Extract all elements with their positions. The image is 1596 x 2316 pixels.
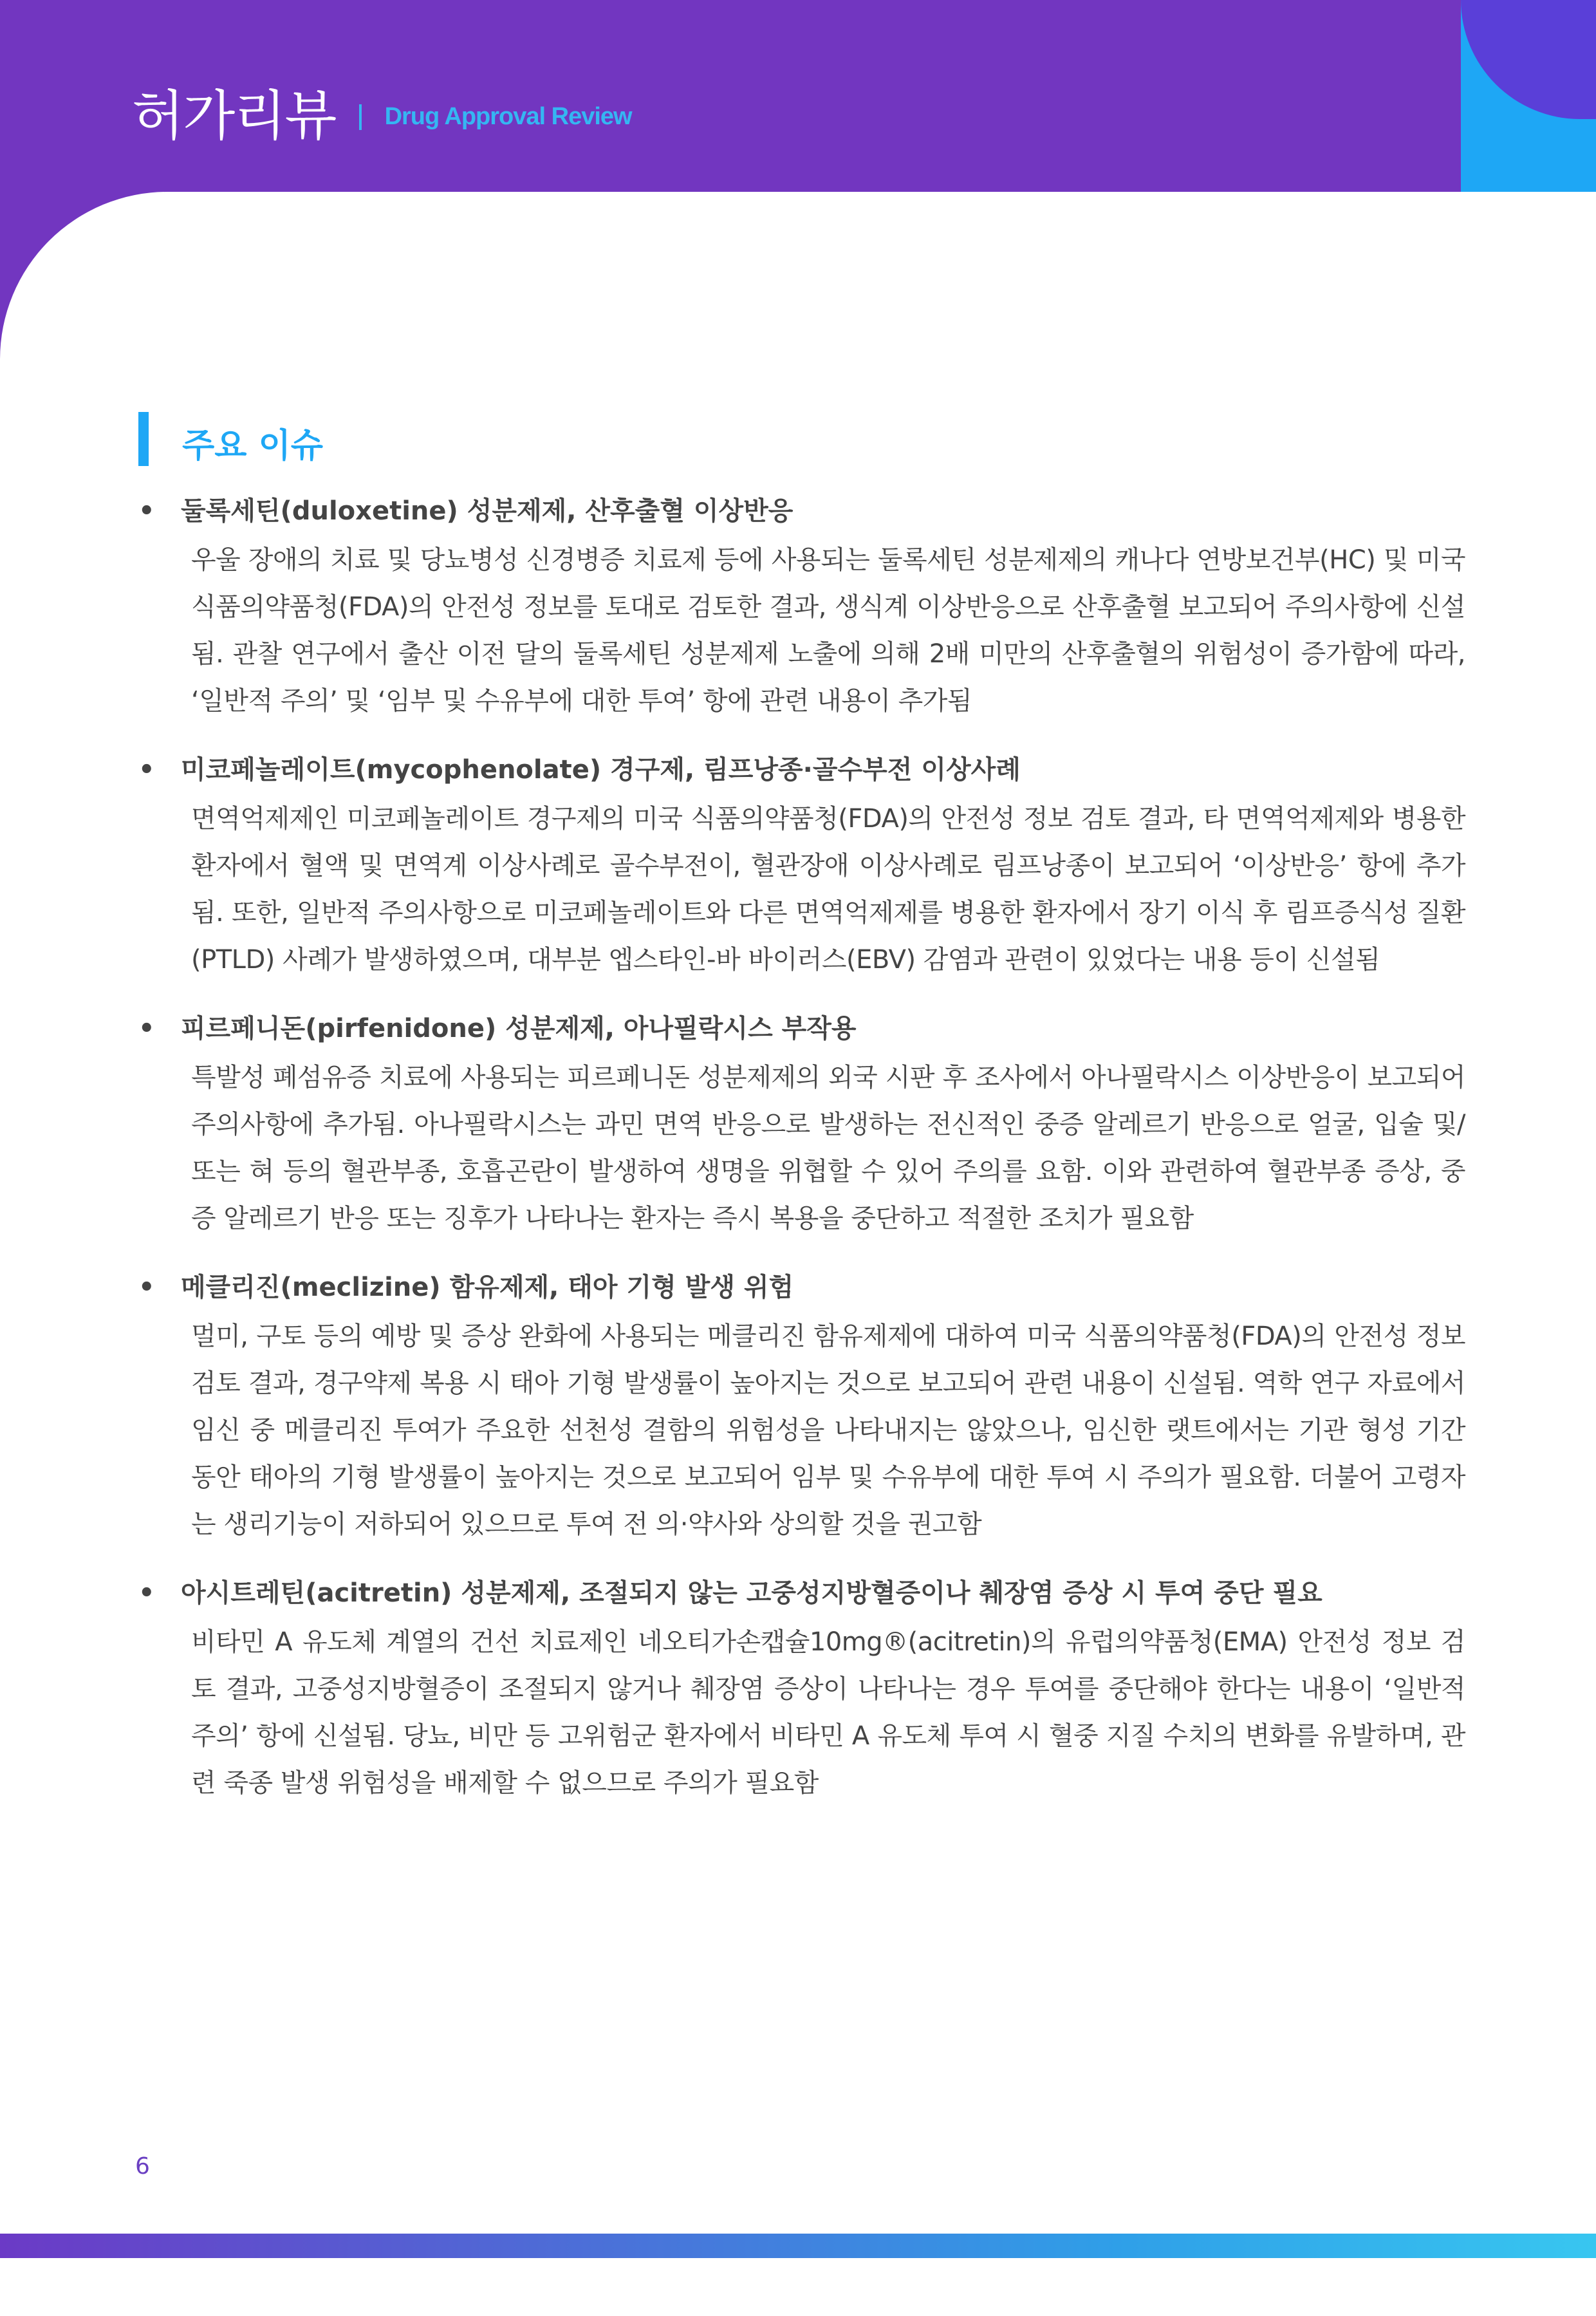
issue-item (138, 1262, 1464, 1548)
issue-heading-text: 피르페니돈(pirfenidone) 성분제제, 아나필락시스 부작용 (181, 1014, 857, 1043)
issue-item (138, 744, 1464, 984)
issue-heading (138, 1003, 1464, 1054)
issue-body: 면역억제제인 미코페놀레이트 경구제의 미국 식품의약품청(FDA)의 안전성 정보 검토 결과, 타 면역억제제와 병용한 환자에서 혈액 및 면역계 이상사례로 골수부전이, 혈관장애 이상사례로 림프낭종이 보고되어 ‘이상반응’ 항에 추가됨. 또한, 일반적 주의사항으로 미코페놀레이트와 다른 면역억제제를 병용한 환자에서 장기 이식 후 림프증식성 질환(PTLD) 사례가 발생하였으며, 대부분 엡스타인-바 바이러스(EBV) 감염과 관련이 있었다는 내용 등이 신설됨 (191, 804, 1465, 975)
bullet-icon: • (138, 496, 155, 526)
brand-title-korean: 허가리뷰 (132, 84, 336, 147)
page-number: 6 (135, 2153, 150, 2180)
issue-heading (138, 485, 1464, 537)
brand-title-english: Drug Approval Review (384, 102, 632, 130)
bullet-icon: • (138, 1273, 155, 1302)
bullet-icon: • (138, 755, 155, 785)
issue-heading (138, 1567, 1464, 1619)
issue-body: 특발성 폐섬유증 치료에 사용되는 피르페니돈 성분제제의 외국 시판 후 조사에서 아나필락시스 이상반응이 보고되어 주의사항에 추가됨. 아나필락시스는 과민 면역 반응으로 발생하는 전신적인 중증 알레르기 반응으로 얼굴, 입술 및/또는 혀 등의 혈관부종, 호흡곤란이 발생하여 생명을 위협할 수 있어 주의를 요함. 이와 관련하여 혈관부종 증상, 중증 알레르기 반응 또는 징후가 나타나는 환자는 즉시 복용을 중단하고 적절한 조치가 필요함 (191, 1063, 1465, 1233)
issue-body: 우울 장애의 치료 및 당뇨병성 신경병증 치료제 등에 사용되는 둘록세틴 성분제제의 캐나다 연방보건부(HC) 및 미국 식품의약품청(FDA)의 안전성 정보를 토대로 검토한 결과, 생식계 이상반응으로 산후출혈 보고되어 주의사항에 신설됨. 관찰 연구에서 출산 이전 달의 둘록세틴 성분제제 노출에 의해 2배 미만의 산후출혈의 위험성이 증가함에 따라, ‘일반적 주의’ 및 ‘임부 및 수유부에 대한 투여’ 항에 관련 내용이 추가됨 (191, 545, 1465, 716)
issue-item (138, 1003, 1464, 1242)
brand-separator (359, 104, 362, 130)
main-content (138, 412, 1464, 1826)
section-accent-bar (138, 412, 149, 466)
publication-brand (132, 76, 632, 147)
issue-body: 비타민 A 유도체 계열의 건선 치료제인 네오티가손캡슐10mg®(acitretin)의 유럽의약품청(EMA) 안전성 정보 검토 결과, 고중성지방혈증이 조절되지 않거나 췌장염 증상이 나타나는 경우 투여를 중단해야 한다는 내용이 ‘일반적 주의’ 항에 신설됨. 당뇨, 비만 등 고위험군 환자에서 비타민 A 유도체 투여 시 혈중 지질 수치의 변화를 유발하며, 관련 죽종 발생 위험성을 배제할 수 없으므로 주의가 필요함 (191, 1627, 1465, 1798)
bullet-icon: • (138, 1578, 155, 1608)
bullet-icon: • (138, 1014, 155, 1043)
footer-gradient-bar (0, 2234, 1596, 2258)
issue-heading-text: 아시트레틴(acitretin) 성분제제, 조절되지 않는 고중성지방혈증이나 췌장염 증상 시 투여 중단 필요 (181, 1578, 1322, 1608)
issue-item (138, 1567, 1464, 1807)
issue-item (138, 485, 1464, 725)
issue-body: 멀미, 구토 등의 예방 및 증상 완화에 사용되는 메클리진 함유제제에 대하여 미국 식품의약품청(FDA)의 안전성 정보 검토 결과, 경구약제 복용 시 태아 기형 발생률이 높아지는 것으로 보고되어 관련 내용이 신설됨. 역학 연구 자료에서 임신 중 메클리진 투여가 주요한 선천성 결함의 위험성을 나타내지는 않았으나, 임신한 랫트에서는 기관 형성 기간 동안 태아의 기형 발생률이 높아지는 것으로 보고되어 임부 및 수유부에 대한 투여 시 주의가 필요함. 더불어 고령자는 생리기능이 저하되어 있으므로 투여 전 의·약사와 상의할 것을 권고함 (191, 1321, 1465, 1539)
issue-heading-text: 둘록세틴(duloxetine) 성분제제, 산후출혈 이상반응 (181, 496, 793, 526)
issue-heading-text: 미코페놀레이트(mycophenolate) 경구제, 림프낭종·골수부전 이상사례 (181, 755, 1021, 785)
issue-heading-text: 메클리진(meclizine) 함유제제, 태아 기형 발생 위험 (181, 1273, 794, 1302)
issue-heading (138, 744, 1464, 796)
section-heading (138, 412, 1464, 466)
section-title: 주요 이슈 (182, 427, 324, 465)
issue-heading (138, 1262, 1464, 1313)
